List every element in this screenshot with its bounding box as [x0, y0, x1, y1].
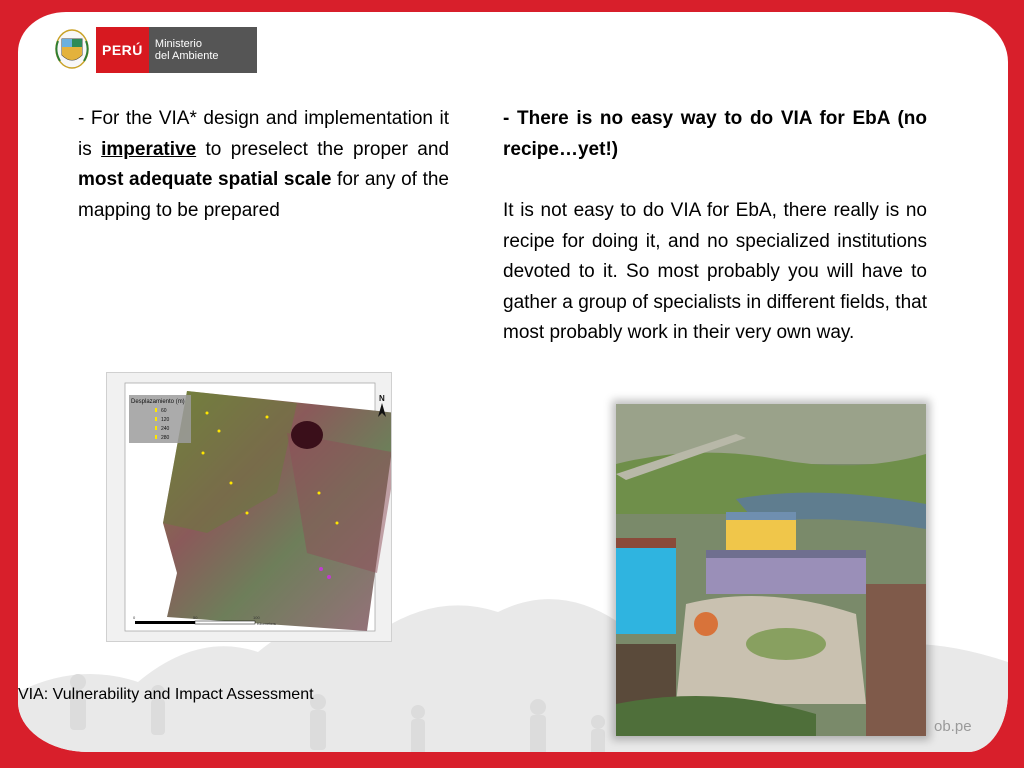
right-body: It is not easy to do VIA for EbA, there really is no recipe for doing it, and no specialized institutions devoted to it. So most probably you will have to gather a group of specialists in different fields, that most probably work in their very own way.	[503, 200, 927, 343]
legend-value: 120	[161, 417, 170, 423]
ministry-line-2: del Ambiente	[154, 50, 219, 62]
ministry-label	[149, 27, 257, 73]
coat-of-arms-icon	[52, 27, 92, 73]
left-end: for any of the mapping to be prepared	[78, 169, 449, 221]
right-title: - There is no easy way to do VIA for EbA (no recipe…yet!)	[503, 108, 927, 160]
legend-value: 240	[161, 426, 170, 432]
north-label: N	[379, 394, 385, 403]
scale-tick: 100	[253, 615, 260, 620]
legend-value: 280	[161, 435, 170, 441]
scale-bar	[135, 621, 195, 624]
legend-value: 60	[161, 408, 167, 414]
footnote: VIA: Vulnerability and Impact Assessment	[18, 686, 314, 703]
ministry-logo	[52, 27, 257, 73]
scale-tick: 50	[193, 615, 198, 620]
legend-title: Desplazamiento (m)	[131, 399, 185, 405]
left-paragraph	[78, 104, 449, 226]
left-intro: - For the VIA* design and implementation it is	[78, 108, 449, 160]
scale-tick: 0	[133, 615, 136, 620]
imperative-keyword: imperative	[101, 138, 197, 160]
peru-label: PERÚ	[96, 27, 149, 73]
left-mid: to preselect the proper and	[196, 138, 450, 160]
ministry-line-1: Ministerio	[154, 38, 202, 50]
spatial-scale-emphasis: most adequate spatial scale	[78, 169, 332, 190]
blue-building	[616, 544, 676, 634]
displacement-map	[106, 372, 392, 642]
yellow-building	[726, 516, 796, 550]
scale-label: Kilometers	[257, 621, 276, 626]
village-photo	[616, 404, 926, 736]
footer-url[interactable]: ob.pe	[934, 718, 972, 735]
